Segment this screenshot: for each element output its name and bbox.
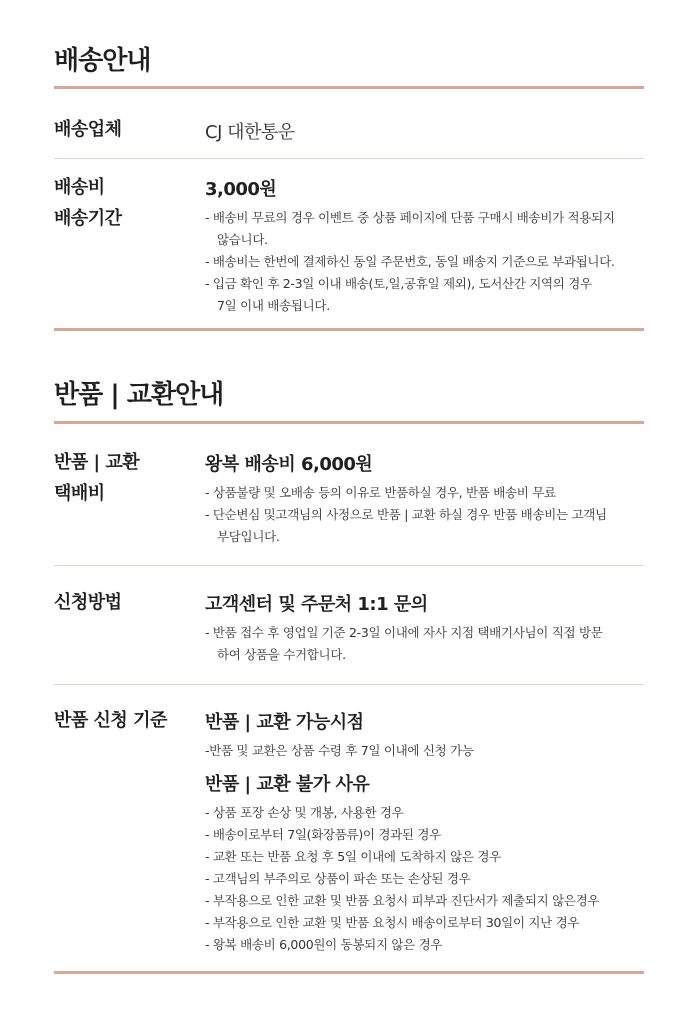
- section-divider: [54, 421, 644, 424]
- method-value: 고객센터 및 주문처 1:1 문의: [205, 594, 428, 615]
- return-fee-block: [205, 450, 650, 548]
- section-divider: [54, 328, 644, 331]
- impossible-title: 반품 | 교환 불가 사유: [205, 774, 370, 795]
- possible-notes: [205, 740, 650, 762]
- carrier-label: 배송업체: [54, 119, 122, 140]
- note-item: - 배송비는 한번에 결제하신 동일 주문번호, 동일 배송지 기준으로 부과됩니다.: [205, 254, 615, 269]
- fee-period-label: [54, 172, 122, 234]
- note-item: - 반품 접수 후 영업일 기준 2-3일 이내에 자사 지점 택배기사님이 직접 방문 하여 상품을 수거합니다.: [205, 625, 603, 662]
- impossible-notes: [205, 802, 650, 956]
- note-item: - 부작용으로 인한 교환 및 반품 요청시 배송이로부터 30일이 지난 경우: [205, 915, 580, 930]
- note-item: - 배송비 무료의 경우 이벤트 중 상품 페이지에 단품 구매시 배송비가 적용되지 않습니다.: [205, 210, 615, 247]
- method-block: [205, 590, 650, 666]
- note-item: - 상품불량 및 오배송 등의 이유로 반품하실 경우, 반품 배송비 무료: [205, 485, 556, 500]
- method-notes: [205, 622, 650, 666]
- note-item: - 입금 확인 후 2-3일 이내 배송(토,일,공휴일 제외), 도서산간 지역의 경우 7일 이내 배송됩니다.: [205, 276, 592, 313]
- shipping-period-label: 배송기간: [54, 208, 122, 229]
- note-item: - 배송이로부터 7일(화장품류)이 경과된 경우: [205, 827, 441, 842]
- row-divider: [54, 158, 644, 159]
- note-item: -반품 및 교환은 상품 수령 후 7일 이내에 신청 가능: [205, 743, 474, 758]
- possible-title: 반품 | 교환 가능시점: [205, 712, 364, 733]
- carrier-value: CJ 대한통운: [205, 122, 295, 143]
- note-item: - 단순변심 및고객님의 사정으로 반품 | 교환 하실 경우 반품 배송비는 고객님 부담입니다.: [205, 507, 607, 544]
- shipping-section-title: 배송안내: [54, 46, 151, 76]
- note-item: - 상품 포장 손상 및 개봉, 사용한 경우: [205, 805, 404, 820]
- note-item: - 고객님의 부주의로 상품이 파손 또는 손상된 경우: [205, 871, 471, 886]
- criteria-block: [205, 708, 650, 956]
- section-divider: [54, 86, 644, 89]
- row-divider: [54, 684, 644, 685]
- shipping-fee-value: 3,000원: [205, 179, 277, 200]
- section-divider: [54, 971, 644, 974]
- shipping-fee-block: [205, 175, 650, 317]
- returns-section-title: 반품 | 교환안내: [54, 380, 224, 410]
- shipping-notes: [205, 207, 650, 317]
- note-item: - 왕복 배송비 6,000원이 동봉되지 않은 경우: [205, 937, 443, 952]
- return-fee-label: 반품 | 교환 택배비: [54, 452, 140, 504]
- note-item: - 부작용으로 인한 교환 및 반품 요청시 피부과 진단서가 제출되지 않은경우: [205, 893, 600, 908]
- return-fee-value: 왕복 배송비 6,000원: [205, 454, 373, 475]
- criteria-label: 반품 신청 기준: [54, 710, 167, 731]
- shipping-fee-label: 배송비: [54, 177, 105, 198]
- method-label: 신청방법: [54, 592, 122, 613]
- note-item: - 교환 또는 반품 요청 후 5일 이내에 도착하지 않은 경우: [205, 849, 501, 864]
- return-fee-notes: [205, 482, 650, 548]
- row-divider: [54, 565, 644, 566]
